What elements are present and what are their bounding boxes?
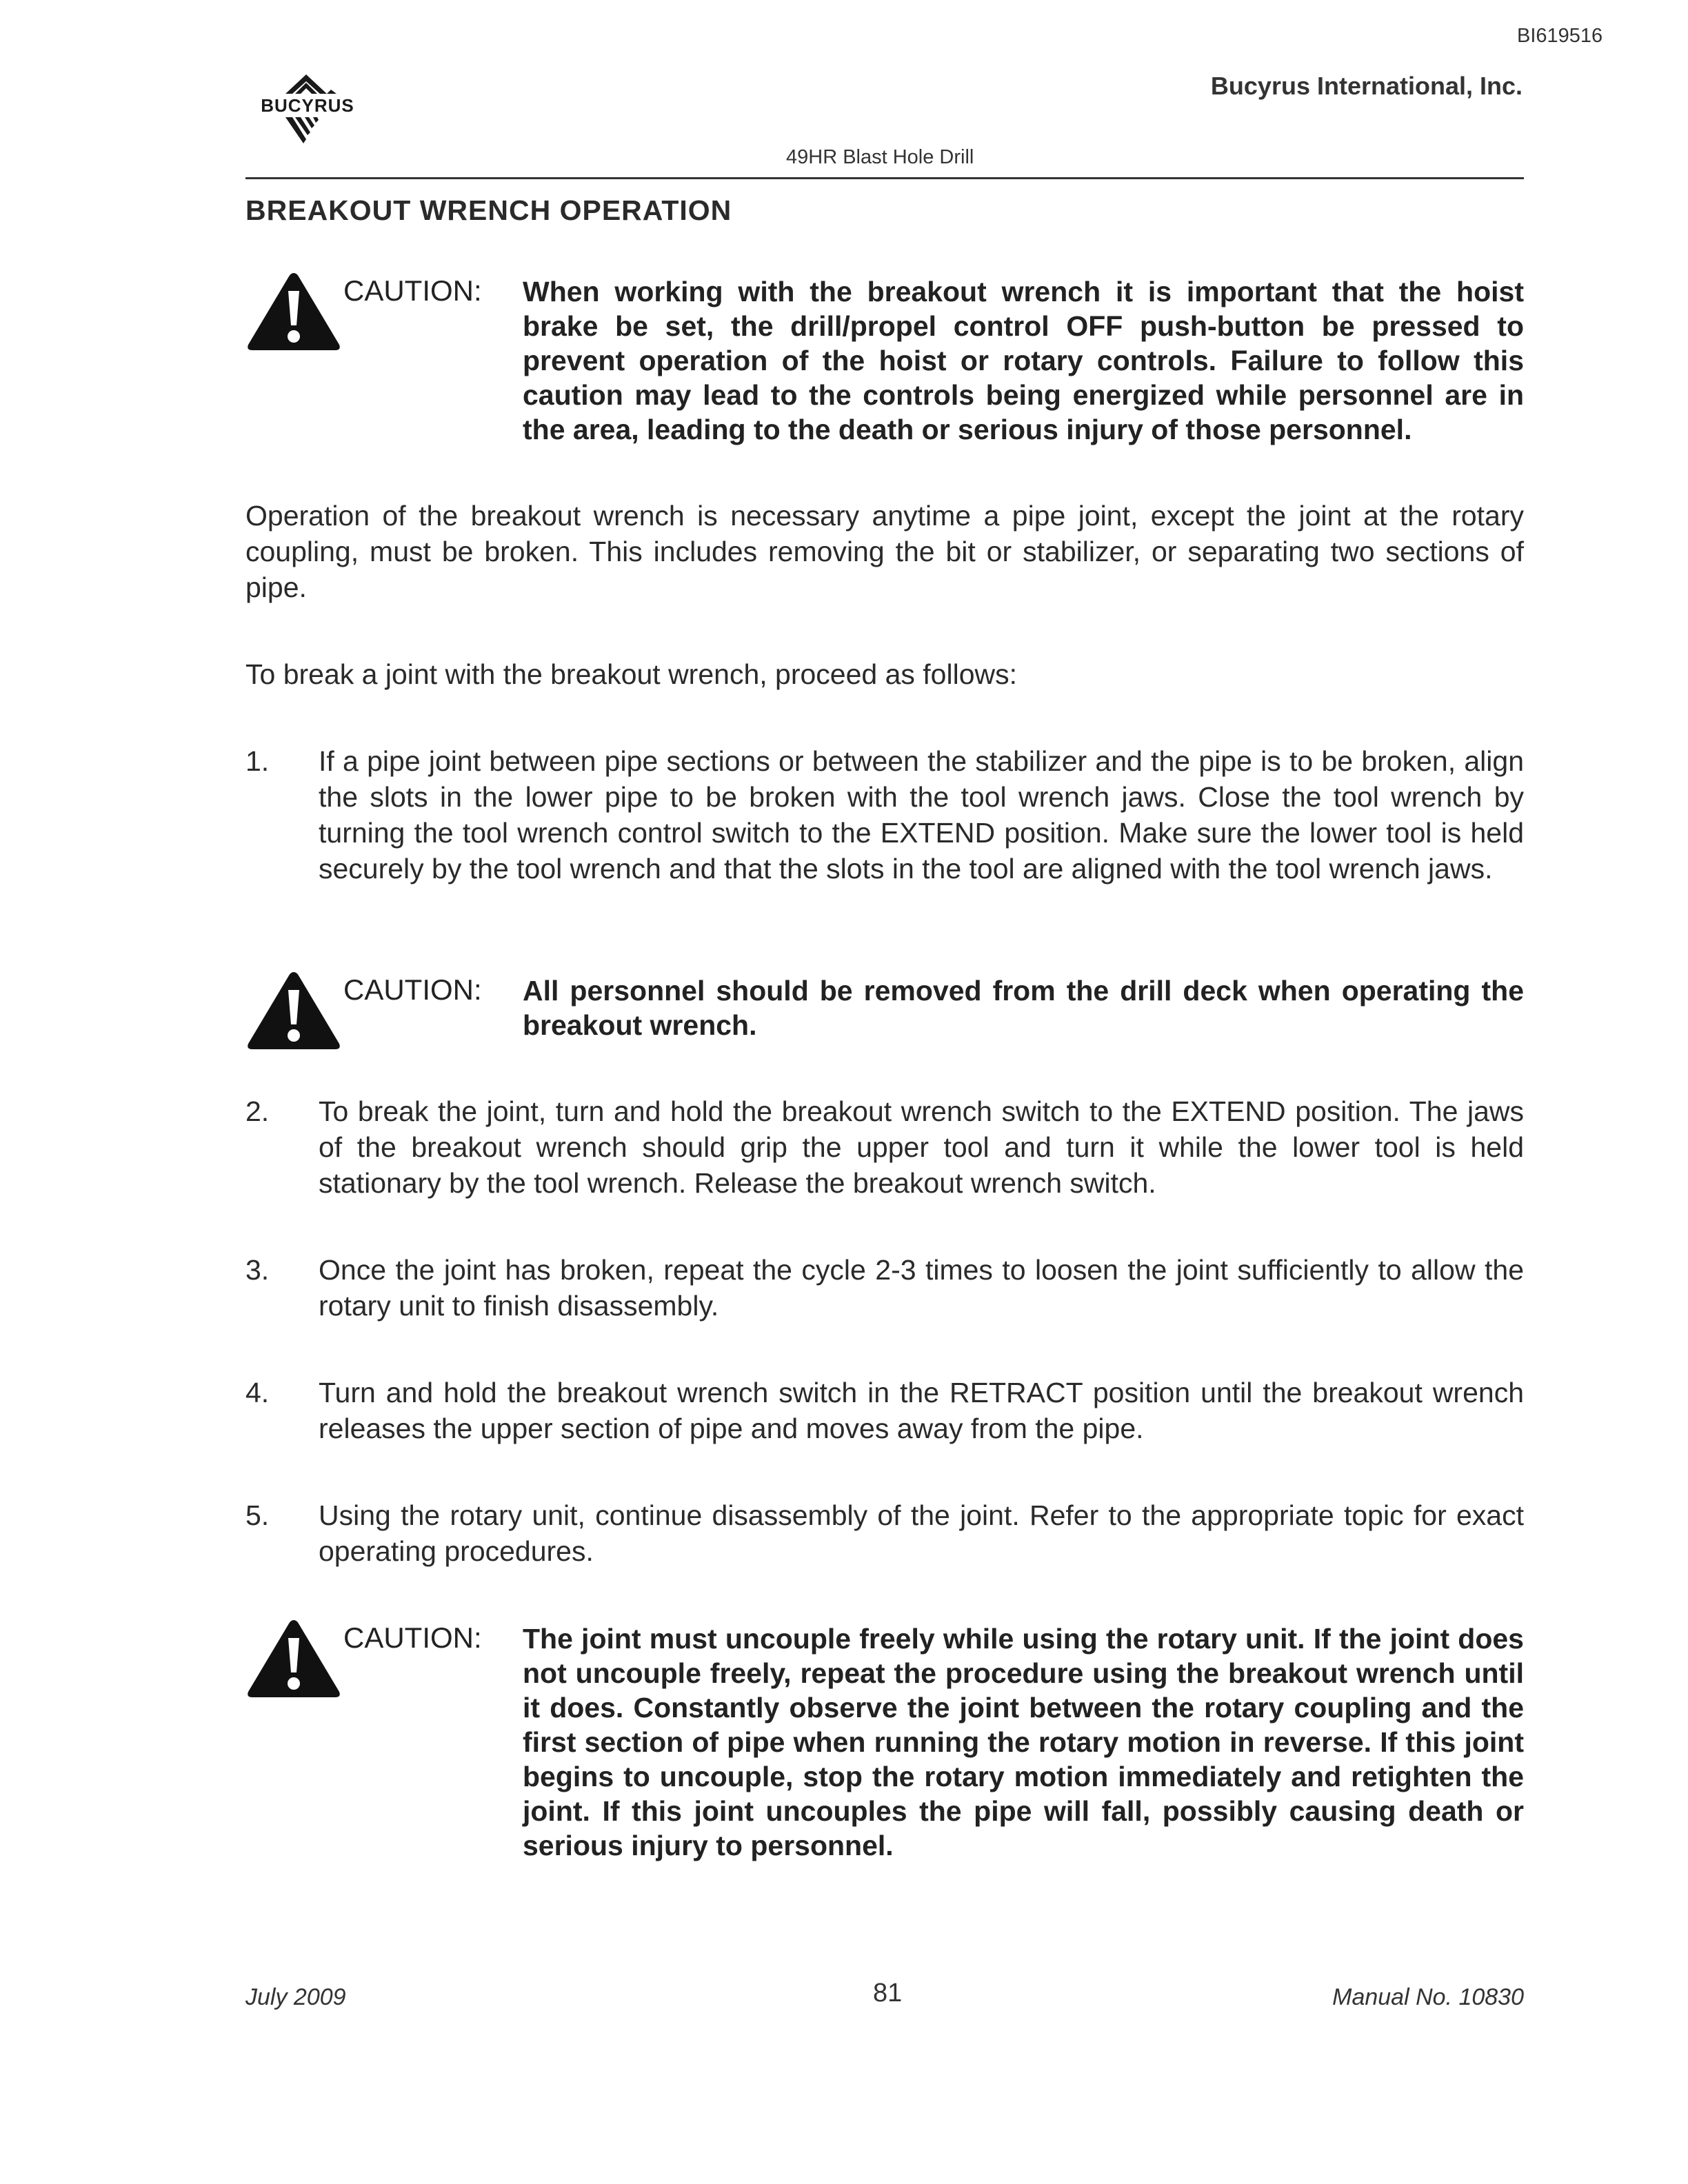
step-number: 5. [245, 1499, 270, 1531]
footer-date: July 2009 [245, 1984, 346, 2010]
intro-paragraph: Operation of the breakout wrench is necessary anytime a pipe joint, except the joint at the rotary coupling, must be broken. This includes removing the bit or stabilizer, or separating two sections of pipe. [245, 500, 1524, 603]
caution-block-1 [245, 274, 1528, 454]
logo-wordmark: BUCYRUS [261, 95, 354, 116]
warning-triangle-icon [245, 1617, 342, 1700]
warning-triangle-icon [245, 969, 342, 1052]
manual-number: Manual No. 10830 [1332, 1984, 1524, 2010]
step-text: Turn and hold the breakout wrench switch in the RETRACT position until the breakout wrench releases the upper section of pipe and moves away from the pipe. [319, 1377, 1524, 1444]
caution-label: CAUTION: [343, 973, 482, 1006]
warning-triangle-icon [245, 270, 342, 353]
page-number: 81 [873, 1979, 903, 2008]
caution-block-3 [245, 1621, 1528, 1883]
header-divider [245, 177, 1524, 179]
document-id: BI619516 [1517, 25, 1603, 47]
step-number: 2. [245, 1095, 270, 1127]
step-text: If a pipe joint between pipe sections or between the stabilizer and the pipe is to be broken, align the slots in the lower pipe to be broken with the tool wrench jaws. Close the tool wrench by turning the tool wrench control switch to the EXTEND position. Make sure the lower tool is held securely by the tool wrench and that the slots in the tool are aligned with the tool wrench jaws. [319, 745, 1524, 884]
step-number: 1. [245, 745, 270, 777]
caution-label: CAUTION: [343, 1621, 482, 1654]
bucyrus-logo-icon [245, 69, 370, 152]
step-number: 3. [245, 1254, 270, 1286]
document-subtitle: 49HR Blast Hole Drill [786, 146, 974, 168]
step-number: 4. [245, 1377, 270, 1408]
step-text: To break the joint, turn and hold the breakout wrench switch to the EXTEND position. The jaws of the breakout wrench should grip the upper tool and turn it while the lower tool is held stationary by the tool wrench. Release the breakout wrench switch. [319, 1095, 1524, 1199]
caution-text: When working with the breakout wrench it is important that the hoist brake be set, the drill/propel control OFF push-button be pressed to prevent operation of the hoist or rotary controls. Failure to follow this caution may lead to the controls being energized while personnel are in the area, leading to the death or serious injury of those personnel. [523, 276, 1524, 445]
bucyrus-logo [245, 69, 370, 152]
caution-block-2 [245, 973, 1528, 1063]
company-name: Bucyrus International, Inc. [1210, 72, 1523, 100]
lead-in-text: To break a joint with the breakout wrench, proceed as follows: [245, 658, 1017, 690]
step-text: Once the joint has broken, repeat the cycle 2-3 times to loosen the joint sufficiently to allow the rotary unit to finish disassembly. [319, 1254, 1524, 1322]
section-title: BREAKOUT WRENCH OPERATION [245, 194, 732, 226]
caution-text: The joint must uncouple freely while using the rotary unit. If the joint does not uncouple freely, repeat the procedure using the breakout wrench until it does. Constantly observe the joint between the rotary coupling and the first section of pipe when running the rotary motion in reverse. If this joint begins to uncouple, stop the rotary motion immediately and retighten the joint. If this joint uncouples the pipe will fall, possibly causing death or serious injury to personnel. [523, 1623, 1524, 1861]
caution-label: CAUTION: [343, 274, 482, 307]
step-text: Using the rotary unit, continue disassembly of the joint. Refer to the appropriate topic for exact operating procedures. [319, 1499, 1524, 1567]
caution-text: All personnel should be removed from the drill deck when operating the breakout wrench. [523, 975, 1524, 1041]
